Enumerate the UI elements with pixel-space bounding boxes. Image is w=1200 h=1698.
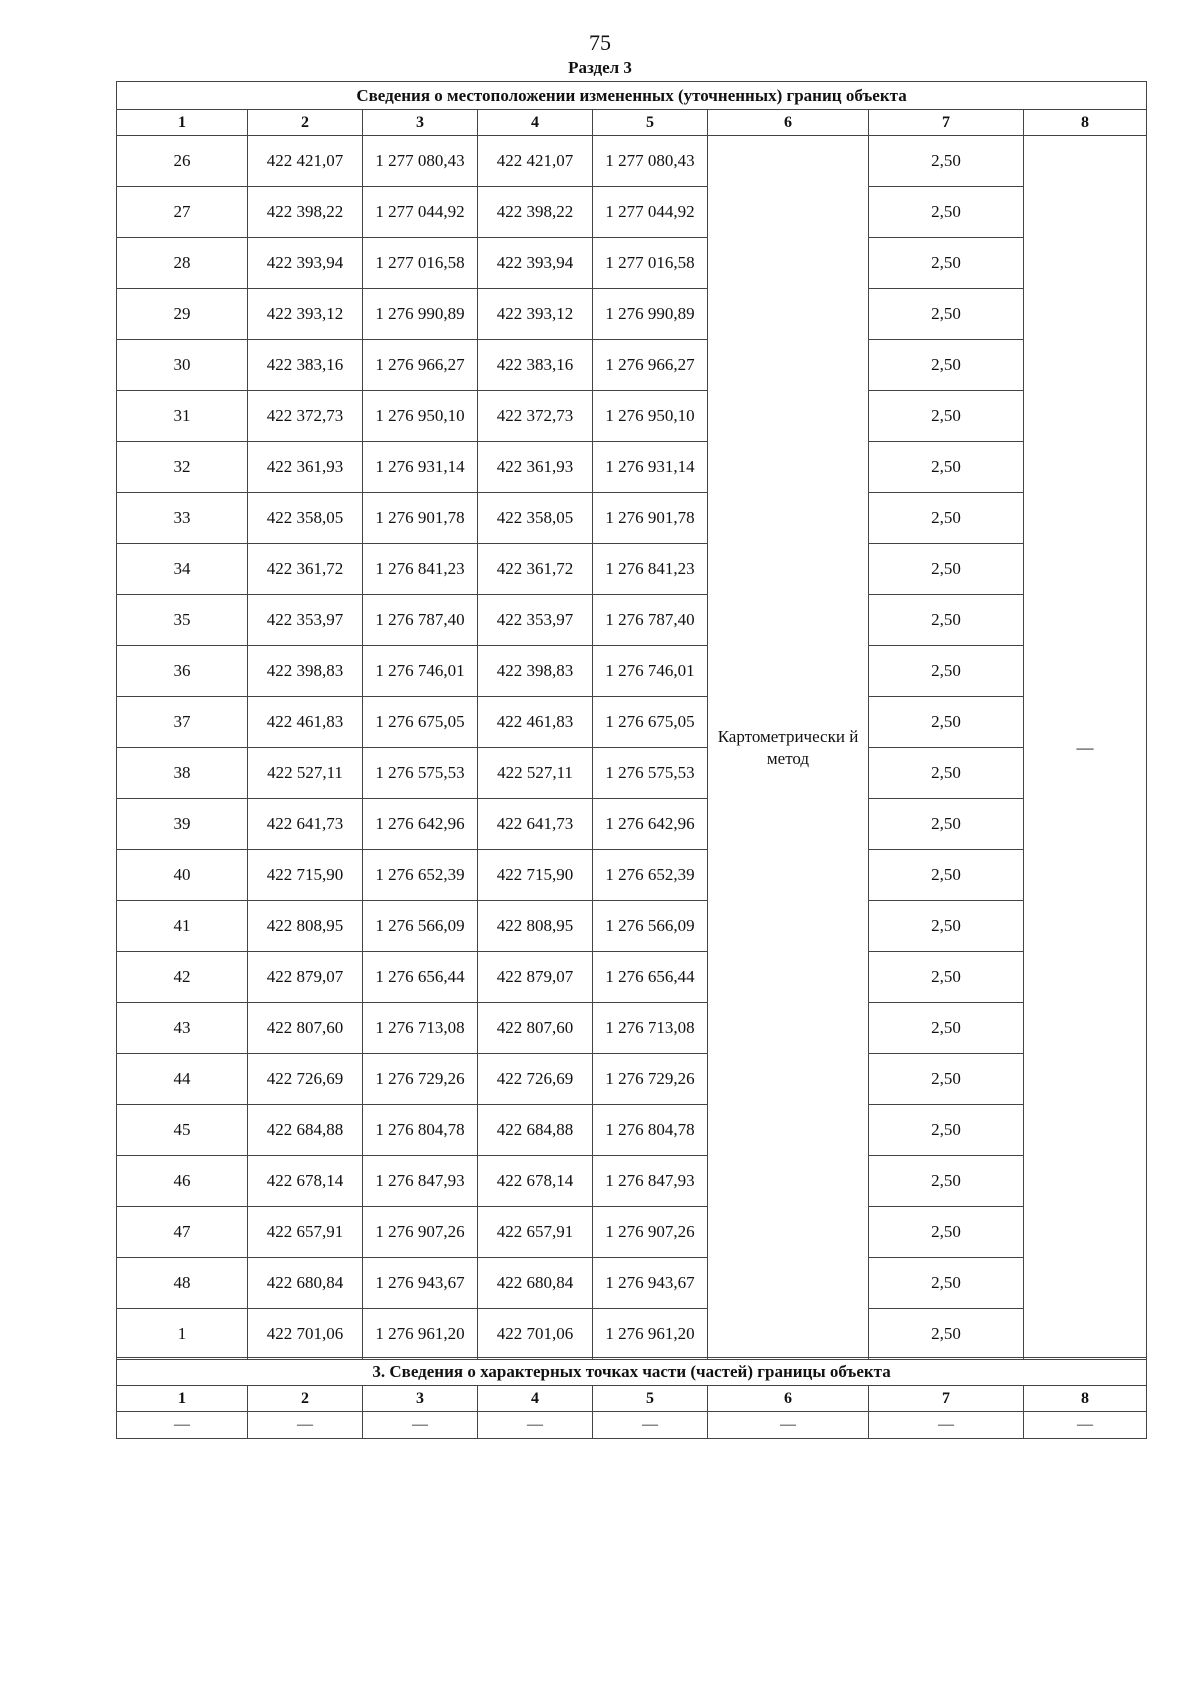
x-coordinate-cell: 422 527,11 — [478, 748, 593, 799]
column-header: 4 — [478, 110, 593, 136]
point-number-cell: 41 — [117, 901, 248, 952]
y-coordinate-cell: 1 276 931,14 — [363, 442, 478, 493]
table-row — [117, 1258, 1147, 1309]
table-row — [117, 544, 1147, 595]
accuracy-cell: 2,50 — [869, 952, 1024, 1003]
accuracy-cell: 2,50 — [869, 442, 1024, 493]
x-coordinate-cell: 422 398,83 — [248, 646, 363, 697]
y-coordinate-cell: 1 276 575,53 — [593, 748, 708, 799]
y-coordinate-cell: 1 276 950,10 — [363, 391, 478, 442]
column-header: 3 — [363, 1386, 478, 1412]
column-header: 1 — [117, 1386, 248, 1412]
column-header: 2 — [248, 110, 363, 136]
y-coordinate-cell: 1 276 642,96 — [593, 799, 708, 850]
point-number-cell: 31 — [117, 391, 248, 442]
x-coordinate-cell: 422 715,90 — [248, 850, 363, 901]
y-coordinate-cell: 1 276 642,96 — [363, 799, 478, 850]
part-boundary-points-table — [116, 1357, 1147, 1439]
table-row — [117, 901, 1147, 952]
x-coordinate-cell: 422 641,73 — [478, 799, 593, 850]
accuracy-cell: 2,50 — [869, 799, 1024, 850]
x-coordinate-cell: 422 358,05 — [478, 493, 593, 544]
point-number-cell: 38 — [117, 748, 248, 799]
table-cell: — — [708, 1412, 869, 1439]
point-number-cell: 32 — [117, 442, 248, 493]
y-coordinate-cell: 1 276 841,23 — [593, 544, 708, 595]
table-row — [117, 238, 1147, 289]
point-number-cell: 43 — [117, 1003, 248, 1054]
x-coordinate-cell: 422 680,84 — [248, 1258, 363, 1309]
table-row — [117, 1207, 1147, 1258]
y-coordinate-cell: 1 276 847,93 — [593, 1156, 708, 1207]
x-coordinate-cell: 422 393,12 — [248, 289, 363, 340]
accuracy-cell: 2,50 — [869, 595, 1024, 646]
column-header: 7 — [869, 1386, 1024, 1412]
y-coordinate-cell: 1 276 713,08 — [363, 1003, 478, 1054]
x-coordinate-cell: 422 353,97 — [248, 595, 363, 646]
point-number-cell: 1 — [117, 1309, 248, 1360]
table-row — [117, 1156, 1147, 1207]
point-number-cell: 40 — [117, 850, 248, 901]
y-coordinate-cell: 1 276 943,67 — [593, 1258, 708, 1309]
y-coordinate-cell: 1 276 566,09 — [593, 901, 708, 952]
accuracy-cell: 2,50 — [869, 850, 1024, 901]
y-coordinate-cell: 1 276 907,26 — [593, 1207, 708, 1258]
accuracy-cell: 2,50 — [869, 1309, 1024, 1360]
accuracy-cell: 2,50 — [869, 646, 1024, 697]
y-coordinate-cell: 1 276 746,01 — [363, 646, 478, 697]
table-row — [117, 748, 1147, 799]
table-row — [117, 1054, 1147, 1105]
accuracy-cell: 2,50 — [869, 544, 1024, 595]
table-row — [117, 187, 1147, 238]
y-coordinate-cell: 1 276 656,44 — [593, 952, 708, 1003]
accuracy-cell: 2,50 — [869, 697, 1024, 748]
table-caption: 3. Сведения о характерных точках части (частей) границы объекта — [117, 1358, 1147, 1386]
column-header: 6 — [708, 110, 869, 136]
y-coordinate-cell: 1 276 713,08 — [593, 1003, 708, 1054]
section-title: Раздел 3 — [568, 58, 632, 77]
y-coordinate-cell: 1 276 804,78 — [363, 1105, 478, 1156]
table-row — [117, 442, 1147, 493]
y-coordinate-cell: 1 276 966,27 — [593, 340, 708, 391]
y-coordinate-cell: 1 276 746,01 — [593, 646, 708, 697]
point-number-cell: 34 — [117, 544, 248, 595]
table-row — [117, 340, 1147, 391]
point-number-cell: 47 — [117, 1207, 248, 1258]
y-coordinate-cell: 1 276 787,40 — [363, 595, 478, 646]
x-coordinate-cell: 422 684,88 — [478, 1105, 593, 1156]
point-number-cell: 44 — [117, 1054, 248, 1105]
x-coordinate-cell: 422 461,83 — [248, 697, 363, 748]
x-coordinate-cell: 422 678,14 — [478, 1156, 593, 1207]
table-row — [117, 289, 1147, 340]
x-coordinate-cell: 422 421,07 — [478, 136, 593, 187]
point-number-cell: 33 — [117, 493, 248, 544]
x-coordinate-cell: 422 361,72 — [248, 544, 363, 595]
y-coordinate-cell: 1 276 656,44 — [363, 952, 478, 1003]
accuracy-cell: 2,50 — [869, 289, 1024, 340]
method-cell: Картометрически й метод — [708, 136, 869, 1360]
accuracy-cell: 2,50 — [869, 391, 1024, 442]
table-cell: — — [478, 1412, 593, 1439]
table-row — [117, 595, 1147, 646]
x-coordinate-cell: 422 398,83 — [478, 646, 593, 697]
x-coordinate-cell: 422 715,90 — [478, 850, 593, 901]
y-coordinate-cell: 1 277 044,92 — [593, 187, 708, 238]
accuracy-cell: 2,50 — [869, 748, 1024, 799]
x-coordinate-cell: 422 879,07 — [478, 952, 593, 1003]
x-coordinate-cell: 422 393,94 — [248, 238, 363, 289]
y-coordinate-cell: 1 276 907,26 — [363, 1207, 478, 1258]
x-coordinate-cell: 422 808,95 — [478, 901, 593, 952]
table-row — [117, 391, 1147, 442]
y-coordinate-cell: 1 276 841,23 — [363, 544, 478, 595]
y-coordinate-cell: 1 276 566,09 — [363, 901, 478, 952]
column-header: 5 — [593, 1386, 708, 1412]
accuracy-cell: 2,50 — [869, 1156, 1024, 1207]
y-coordinate-cell: 1 276 675,05 — [363, 697, 478, 748]
y-coordinate-cell: 1 276 931,14 — [593, 442, 708, 493]
table-row — [117, 1412, 1147, 1439]
accuracy-cell: 2,50 — [869, 136, 1024, 187]
y-coordinate-cell: 1 277 016,58 — [363, 238, 478, 289]
column-header: 7 — [869, 110, 1024, 136]
column-header: 1 — [117, 110, 248, 136]
y-coordinate-cell: 1 276 901,78 — [593, 493, 708, 544]
x-coordinate-cell: 422 353,97 — [478, 595, 593, 646]
x-coordinate-cell: 422 701,06 — [478, 1309, 593, 1360]
x-coordinate-cell: 422 641,73 — [248, 799, 363, 850]
x-coordinate-cell: 422 678,14 — [248, 1156, 363, 1207]
x-coordinate-cell: 422 684,88 — [248, 1105, 363, 1156]
column-header: 2 — [248, 1386, 363, 1412]
column-header: 6 — [708, 1386, 869, 1412]
table-caption: Сведения о местоположении измененных (уточненных) границ объекта — [117, 82, 1147, 110]
x-coordinate-cell: 422 372,73 — [248, 391, 363, 442]
accuracy-cell: 2,50 — [869, 238, 1024, 289]
table-cell: — — [593, 1412, 708, 1439]
table-cell: — — [869, 1412, 1024, 1439]
y-coordinate-cell: 1 276 966,27 — [363, 340, 478, 391]
y-coordinate-cell: 1 277 044,92 — [363, 187, 478, 238]
x-coordinate-cell: 422 808,95 — [248, 901, 363, 952]
x-coordinate-cell: 422 421,07 — [248, 136, 363, 187]
accuracy-cell: 2,50 — [869, 1258, 1024, 1309]
y-coordinate-cell: 1 276 950,10 — [593, 391, 708, 442]
x-coordinate-cell: 422 393,94 — [478, 238, 593, 289]
point-number-cell: 36 — [117, 646, 248, 697]
x-coordinate-cell: 422 657,91 — [478, 1207, 593, 1258]
x-coordinate-cell: 422 461,83 — [478, 697, 593, 748]
x-coordinate-cell: 422 361,93 — [478, 442, 593, 493]
y-coordinate-cell: 1 276 652,39 — [593, 850, 708, 901]
x-coordinate-cell: 422 527,11 — [248, 748, 363, 799]
y-coordinate-cell: 1 277 080,43 — [363, 136, 478, 187]
x-coordinate-cell: 422 807,60 — [248, 1003, 363, 1054]
accuracy-cell: 2,50 — [869, 1207, 1024, 1258]
accuracy-cell: 2,50 — [869, 340, 1024, 391]
y-coordinate-cell: 1 276 990,89 — [363, 289, 478, 340]
x-coordinate-cell: 422 361,93 — [248, 442, 363, 493]
point-number-cell: 29 — [117, 289, 248, 340]
column-header: 5 — [593, 110, 708, 136]
y-coordinate-cell: 1 276 804,78 — [593, 1105, 708, 1156]
column-8-cell: — — [1024, 136, 1147, 1360]
y-coordinate-cell: 1 277 080,43 — [593, 136, 708, 187]
x-coordinate-cell: 422 361,72 — [478, 544, 593, 595]
point-number-cell: 27 — [117, 187, 248, 238]
x-coordinate-cell: 422 358,05 — [248, 493, 363, 544]
x-coordinate-cell: 422 726,69 — [248, 1054, 363, 1105]
x-coordinate-cell: 422 383,16 — [248, 340, 363, 391]
table-row — [117, 136, 1147, 187]
accuracy-cell: 2,50 — [869, 1003, 1024, 1054]
table-row — [117, 799, 1147, 850]
boundary-coordinates-table — [116, 81, 1147, 1360]
table-row — [117, 952, 1147, 1003]
column-header: 8 — [1024, 110, 1147, 136]
x-coordinate-cell: 422 879,07 — [248, 952, 363, 1003]
x-coordinate-cell: 422 398,22 — [478, 187, 593, 238]
point-number-cell: 26 — [117, 136, 248, 187]
point-number-cell: 35 — [117, 595, 248, 646]
header-row — [117, 1386, 1147, 1412]
x-coordinate-cell: 422 398,22 — [248, 187, 363, 238]
table-row — [117, 1105, 1147, 1156]
y-coordinate-cell: 1 276 652,39 — [363, 850, 478, 901]
x-coordinate-cell: 422 657,91 — [248, 1207, 363, 1258]
table-row — [117, 697, 1147, 748]
table-row — [117, 493, 1147, 544]
point-number-cell: 37 — [117, 697, 248, 748]
accuracy-cell: 2,50 — [869, 187, 1024, 238]
point-number-cell: 42 — [117, 952, 248, 1003]
accuracy-cell: 2,50 — [869, 493, 1024, 544]
x-coordinate-cell: 422 372,73 — [478, 391, 593, 442]
x-coordinate-cell: 422 383,16 — [478, 340, 593, 391]
y-coordinate-cell: 1 276 675,05 — [593, 697, 708, 748]
x-coordinate-cell: 422 726,69 — [478, 1054, 593, 1105]
table-cell: — — [1024, 1412, 1147, 1439]
x-coordinate-cell: 422 393,12 — [478, 289, 593, 340]
column-header: 8 — [1024, 1386, 1147, 1412]
y-coordinate-cell: 1 276 961,20 — [363, 1309, 478, 1360]
y-coordinate-cell: 1 276 729,26 — [593, 1054, 708, 1105]
y-coordinate-cell: 1 276 990,89 — [593, 289, 708, 340]
table-row — [117, 1309, 1147, 1360]
table-row — [117, 1003, 1147, 1054]
column-header: 4 — [478, 1386, 593, 1412]
table-cell: — — [248, 1412, 363, 1439]
point-number-cell: 46 — [117, 1156, 248, 1207]
accuracy-cell: 2,50 — [869, 1105, 1024, 1156]
y-coordinate-cell: 1 276 847,93 — [363, 1156, 478, 1207]
point-number-cell: 48 — [117, 1258, 248, 1309]
point-number-cell: 30 — [117, 340, 248, 391]
table-row — [117, 646, 1147, 697]
header-row — [117, 110, 1147, 136]
accuracy-cell: 2,50 — [869, 1054, 1024, 1105]
page-number: 75 — [589, 30, 611, 55]
y-coordinate-cell: 1 276 961,20 — [593, 1309, 708, 1360]
point-number-cell: 45 — [117, 1105, 248, 1156]
point-number-cell: 28 — [117, 238, 248, 289]
y-coordinate-cell: 1 276 901,78 — [363, 493, 478, 544]
y-coordinate-cell: 1 276 575,53 — [363, 748, 478, 799]
table-cell: — — [363, 1412, 478, 1439]
point-number-cell: 39 — [117, 799, 248, 850]
y-coordinate-cell: 1 276 787,40 — [593, 595, 708, 646]
x-coordinate-cell: 422 807,60 — [478, 1003, 593, 1054]
table-row — [117, 850, 1147, 901]
y-coordinate-cell: 1 276 729,26 — [363, 1054, 478, 1105]
y-coordinate-cell: 1 277 016,58 — [593, 238, 708, 289]
x-coordinate-cell: 422 701,06 — [248, 1309, 363, 1360]
table-cell: — — [117, 1412, 248, 1439]
x-coordinate-cell: 422 680,84 — [478, 1258, 593, 1309]
y-coordinate-cell: 1 276 943,67 — [363, 1258, 478, 1309]
column-header: 3 — [363, 110, 478, 136]
accuracy-cell: 2,50 — [869, 901, 1024, 952]
